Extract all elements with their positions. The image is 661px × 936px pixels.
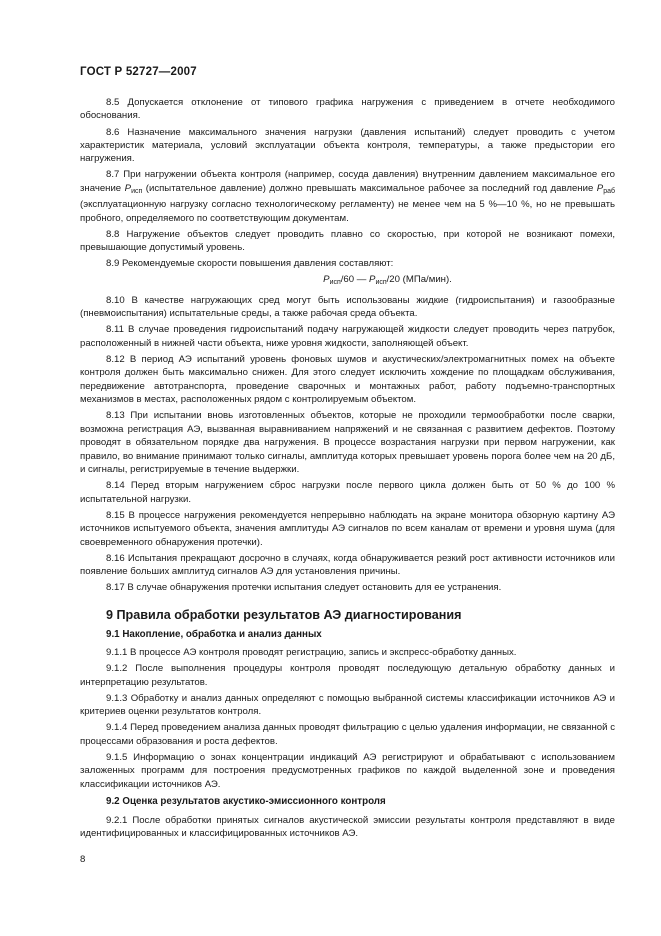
p87-text-2: (испытательное давление) должно превышать максимальное рабочее за последний год давление bbox=[142, 182, 597, 194]
p-subscript-rab: раб bbox=[603, 187, 615, 195]
paragraph-9-1-1: 9.1.1 В процессе АЭ контроля проводят регистрацию, запись и экспресс-обработку данных. bbox=[106, 647, 517, 659]
p87-text-3: (эксплуатационную нагрузку согласно технологическому регламенту) не менее чем на 5 %—10 %, но не превышать пробного, определяемого по соответствующим документам. bbox=[80, 199, 615, 224]
paragraph-8-15: 8.15 В процессе нагружения рекомендуется непрерывно наблюдать на экране монитора обзорную картину АЭ источников испытуемого объекта, значения амплитуды АЭ сигналов по всем каналам от времени и уровня шума (для своевременного обнаружения протечки). bbox=[80, 509, 615, 548]
paragraph-8-9: 8.9 Рекомендуемые скорости повышения давления составляют: bbox=[106, 258, 394, 270]
paragraph-8-13: 8.13 При испытании вновь изготовленных объектов, которые не проходили термообработки после сварки, возможна регистрация АЭ, вызванная выравниванием напряжений и не связанная с развитием дефектов. Поэтому проводят в обязательном порядке два нагружения. В процессе возрастания нагрузки при первом нагружении, как правило, во внимание принимают только сигналы, амплитуда которых превышает уровень порога более чем на 20 дБ, и сигналы, регистрируемые в течение выдержки. bbox=[80, 410, 615, 476]
paragraph-8-17: 8.17 В случае обнаружения протечки испытания следует остановить для ее устранения. bbox=[106, 582, 502, 594]
formula-text-1: /60 — bbox=[340, 274, 370, 286]
formula-text-2: /20 (МПа/мин). bbox=[386, 274, 452, 286]
paragraph-8-7 bbox=[80, 168, 615, 225]
formula-subscript: исп bbox=[329, 279, 341, 287]
paragraph-9-1-2: 9.1.2 После выполнения процедуры контроля проводят последующую детальную обработку данных и интерпретацию результатов. bbox=[80, 663, 615, 688]
document-code-header: ГОСТ Р 52727—2007 bbox=[80, 66, 197, 78]
paragraph-8-14: 8.14 Перед вторым нагружением сброс нагрузки после первого цикла должен быть от 50 % до 100 % испытательной нагрузки. bbox=[80, 480, 615, 505]
formula-subscript: исп bbox=[375, 279, 387, 287]
page-content bbox=[80, 96, 615, 843]
p-symbol: P bbox=[124, 182, 132, 194]
p-subscript-isp: исп bbox=[131, 187, 143, 195]
paragraph-8-5: 8.5 Допускается отклонение от типового графика нагружения с приведением в отчете необходимого обоснования. bbox=[80, 97, 615, 122]
paragraph-8-12: 8.12 В период АЭ испытаний уровень фоновых шумов и акустических/электромагнитных помех на объекте контроля должен быть максимально снижен. Для этого следует исключить хождение по площадкам обслуживания, передвижение автотранспорта, проведение сварочных и монтажных работ, работу подъемно-транспортных механизмов в местах, расположенных рядом с контролируемым объектом. bbox=[80, 353, 615, 406]
pressure-rate-formula bbox=[80, 273, 615, 289]
paragraph-9-2-1: 9.2.1 После обработки принятых сигналов акустической эмиссии результаты контроля представляют в виде идентифицированных и классифицированных источников АЭ. bbox=[80, 814, 615, 840]
p-symbol: P bbox=[596, 182, 604, 194]
paragraph-9-1-3: 9.1.3 Обработку и анализ данных определяют с помощью выбранной системы классификации источников АЭ и критериев оценки результатов контроля. bbox=[80, 692, 615, 718]
paragraph-9-1-5: 9.1.5 Информацию о зонах концентрации индикаций АЭ регистрируют и обрабатывают с использованием заложенных программ для построения предусмотренных графиков по каждой выделенной зоне и проведения классификации источников АЭ. bbox=[80, 751, 615, 790]
paragraph-8-6: 8.6 Назначение максимального значения нагрузки (давления испытаний) следует проводить с учетом характеристик материала, условий эксплуатации объекта контроля, температуры, а также предыстории его нагружения. bbox=[80, 126, 615, 165]
p87-text-1: 8.7 При нагружении объекта контроля (например, сосуда давления) внутренним давлением максимальное его значение bbox=[80, 169, 615, 194]
formula-p-symbol: P bbox=[323, 274, 330, 286]
section-9-title: 9 Правила обработки результатов АЭ диагностирования bbox=[106, 607, 462, 622]
subsection-9-2-title: 9.2 Оценка результатов акустико-эмиссионного контроля bbox=[106, 796, 386, 808]
paragraph-8-8: 8.8 Нагружение объектов следует проводить плавно со скоростью, при которой не возникают помехи, превышающие допустимый уровень. bbox=[80, 228, 615, 254]
page-number: 8 bbox=[80, 854, 86, 865]
subsection-9-1-title: 9.1 Накопление, обработка и анализ данных bbox=[106, 628, 322, 640]
paragraph-8-10: 8.10 В качестве нагружающих сред могут быть использованы жидкие (гидроиспытания) и газообразные (пневмоиспытания) испытательные среды, а также рабочая среда объекта. bbox=[80, 294, 615, 320]
paragraph-8-11: 8.11 В случае проведения гидроиспытаний подачу нагружающей жидкости следует проводить через патрубок, расположенный в нижней части объекта, ниже уровня жидкости, заполняющей объект. bbox=[80, 324, 615, 349]
formula-p-symbol: P bbox=[369, 274, 376, 286]
paragraph-8-16: 8.16 Испытания прекращают досрочно в случаях, когда обнаруживается резкий рост активности источников или появление больших амплитуд сигналов АЭ для установления причины. bbox=[80, 552, 615, 578]
paragraph-9-1-4: 9.1.4 Перед проведением анализа данных проводят фильтрацию с целью удаления информации, не связанной с процессами образования и роста дефектов. bbox=[80, 722, 615, 747]
